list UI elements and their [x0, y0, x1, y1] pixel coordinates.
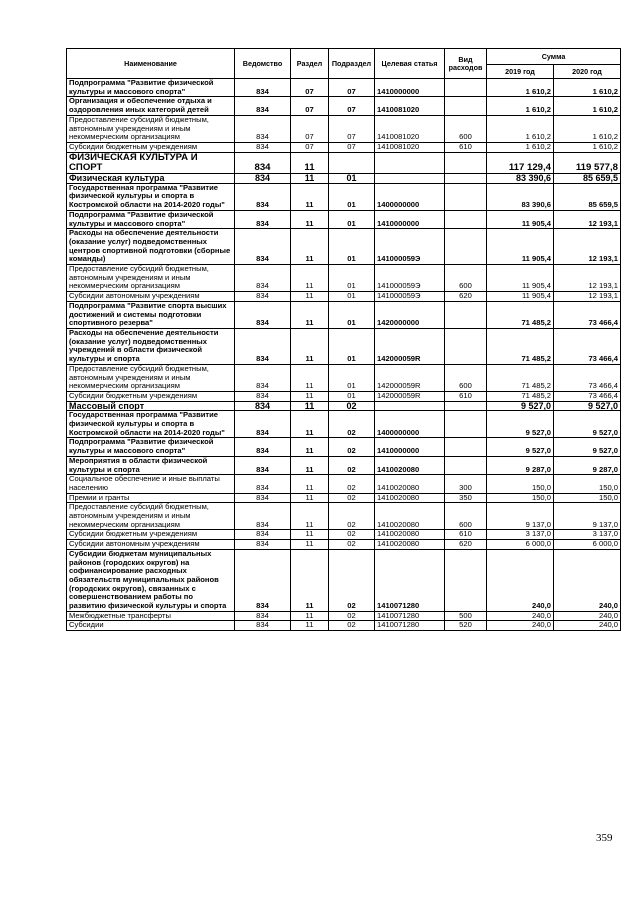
row-section: 11	[291, 210, 329, 228]
row-target: 142000059R	[375, 391, 445, 401]
row-sum-2020: 73 466,4	[554, 328, 621, 364]
row-expense-type: 620	[445, 292, 487, 302]
row-sum-2020: 240,0	[554, 549, 621, 611]
table-row	[67, 174, 621, 184]
row-subsection: 02	[329, 503, 375, 530]
row-department: 834	[235, 328, 291, 364]
row-target	[375, 152, 445, 173]
row-target: 141000059Э	[375, 265, 445, 292]
row-sum-2019: 1 610,2	[487, 79, 554, 97]
row-department: 834	[235, 391, 291, 401]
row-target: 1410071280	[375, 611, 445, 621]
table-body	[67, 79, 621, 631]
row-department: 834	[235, 611, 291, 621]
header-sum: Сумма	[487, 49, 621, 65]
row-sum-2020: 9 527,0	[554, 438, 621, 456]
row-section: 07	[291, 79, 329, 97]
row-expense-type: 600	[445, 115, 487, 142]
row-sum-2019: 11 905,4	[487, 265, 554, 292]
row-department: 834	[235, 292, 291, 302]
table-row	[67, 265, 621, 292]
row-sum-2020: 85 659,5	[554, 174, 621, 184]
row-sum-2020: 9 527,0	[554, 401, 621, 411]
row-target: 1400000000	[375, 183, 445, 210]
row-expense-type	[445, 328, 487, 364]
row-section: 11	[291, 493, 329, 503]
row-name: Субсидии бюджетам муниципальных районов (городских округов) на софинансирование расходных обязательств муниципальных районов (городских округов), связанных с совершенствованием работы по развитию физической культуры и спорта	[67, 549, 235, 611]
row-section: 11	[291, 540, 329, 550]
row-target: 1410020080	[375, 540, 445, 550]
table-header	[67, 49, 621, 79]
row-section: 11	[291, 530, 329, 540]
page-number: 359	[596, 832, 613, 844]
row-sum-2019: 71 485,2	[487, 328, 554, 364]
row-subsection: 02	[329, 530, 375, 540]
row-sum-2020: 12 193,1	[554, 229, 621, 265]
row-name: Субсидии автономным учреждениям	[67, 540, 235, 550]
row-department: 834	[235, 621, 291, 631]
row-expense-type: 600	[445, 503, 487, 530]
row-subsection: 02	[329, 493, 375, 503]
row-subsection: 01	[329, 292, 375, 302]
header-year-2019: 2019 год	[487, 65, 554, 79]
header-expense-type: Вид расходов	[445, 49, 487, 79]
row-subsection: 02	[329, 540, 375, 550]
row-department: 834	[235, 210, 291, 228]
table-row	[67, 621, 621, 631]
row-expense-type: 500	[445, 611, 487, 621]
row-subsection: 01	[329, 301, 375, 328]
row-section: 07	[291, 97, 329, 115]
row-sum-2019: 9 137,0	[487, 503, 554, 530]
row-expense-type: 610	[445, 142, 487, 152]
row-name: Субсидии автономным учреждениям	[67, 292, 235, 302]
row-subsection: 07	[329, 142, 375, 152]
row-target: 1410000000	[375, 79, 445, 97]
row-target: 1410020080	[375, 493, 445, 503]
row-subsection: 02	[329, 411, 375, 438]
row-section: 11	[291, 611, 329, 621]
row-target: 1410020080	[375, 530, 445, 540]
row-name: Расходы на обеспечение деятельности (оказание услуг) подведомственных учреждений в области физической культуры и спорта	[67, 328, 235, 364]
row-subsection: 01	[329, 183, 375, 210]
row-sum-2020: 240,0	[554, 621, 621, 631]
row-subsection: 07	[329, 115, 375, 142]
row-expense-type	[445, 411, 487, 438]
row-sum-2020: 6 000,0	[554, 540, 621, 550]
row-sum-2020: 1 610,2	[554, 115, 621, 142]
row-section: 11	[291, 549, 329, 611]
row-sum-2019: 117 129,4	[487, 152, 554, 173]
row-sum-2020: 150,0	[554, 475, 621, 493]
row-sum-2019: 9 527,0	[487, 401, 554, 411]
row-subsection: 01	[329, 229, 375, 265]
row-sum-2019: 71 485,2	[487, 391, 554, 401]
row-expense-type: 620	[445, 540, 487, 550]
row-department: 834	[235, 152, 291, 173]
row-name: Предоставление субсидий бюджетным, автономным учреждениям и иным некоммерческим организациям	[67, 265, 235, 292]
table-row	[67, 411, 621, 438]
row-expense-type: 520	[445, 621, 487, 631]
row-sum-2019: 83 390,6	[487, 183, 554, 210]
row-name: Подпрограмма "Развитие физической культуры и массового спорта"	[67, 438, 235, 456]
row-expense-type	[445, 97, 487, 115]
row-department: 834	[235, 493, 291, 503]
row-name: Социальное обеспечение и иные выплаты населению	[67, 475, 235, 493]
row-sum-2020: 12 193,1	[554, 265, 621, 292]
row-target: 1410020080	[375, 475, 445, 493]
row-name: Предоставление субсидий бюджетным, автономным учреждениям и иным некоммерческим организациям	[67, 503, 235, 530]
row-sum-2019: 11 905,4	[487, 210, 554, 228]
row-target: 1410000000	[375, 210, 445, 228]
table-row	[67, 97, 621, 115]
row-subsection: 01	[329, 174, 375, 184]
row-sum-2020: 9 527,0	[554, 411, 621, 438]
row-section: 11	[291, 401, 329, 411]
row-sum-2019: 9 527,0	[487, 411, 554, 438]
row-target: 141000059Э	[375, 292, 445, 302]
row-department: 834	[235, 540, 291, 550]
table-row	[67, 456, 621, 474]
row-subsection: 01	[329, 328, 375, 364]
row-target: 1410071280	[375, 621, 445, 631]
row-sum-2020: 1 610,2	[554, 97, 621, 115]
table-row	[67, 540, 621, 550]
header-name: Наименование	[67, 49, 235, 79]
row-department: 834	[235, 229, 291, 265]
row-department: 834	[235, 530, 291, 540]
table-row	[67, 142, 621, 152]
row-expense-type: 350	[445, 493, 487, 503]
row-name: Субсидии	[67, 621, 235, 631]
row-name: Подпрограмма "Развитие физической культуры и массового спорта"	[67, 210, 235, 228]
row-section: 11	[291, 229, 329, 265]
row-name: Государственная программа "Развитие физической культуры и спорта в Костромской области на 2014-2020 годы"	[67, 183, 235, 210]
row-expense-type	[445, 174, 487, 184]
table-row	[67, 549, 621, 611]
row-subsection: 01	[329, 210, 375, 228]
row-subsection: 02	[329, 456, 375, 474]
row-name: Организация и обеспечение отдыха и оздоровления иных категорий детей	[67, 97, 235, 115]
row-sum-2019: 1 610,2	[487, 97, 554, 115]
table-row	[67, 152, 621, 173]
row-sum-2020: 9 287,0	[554, 456, 621, 474]
row-expense-type: 300	[445, 475, 487, 493]
row-department: 834	[235, 174, 291, 184]
row-department: 834	[235, 142, 291, 152]
row-name: Подпрограмма "Развитие спорта высших достижений и системы подготовки спортивного резерва"	[67, 301, 235, 328]
table-row	[67, 210, 621, 228]
table-row	[67, 183, 621, 210]
row-section: 11	[291, 174, 329, 184]
header-target: Целевая статья	[375, 49, 445, 79]
row-section: 11	[291, 292, 329, 302]
row-department: 834	[235, 364, 291, 391]
row-department: 834	[235, 438, 291, 456]
table-row	[67, 229, 621, 265]
row-sum-2019: 1 610,2	[487, 115, 554, 142]
row-department: 834	[235, 411, 291, 438]
row-department: 834	[235, 503, 291, 530]
row-sum-2019: 240,0	[487, 611, 554, 621]
row-sum-2020: 3 137,0	[554, 530, 621, 540]
row-name: Государственная программа "Развитие физической культуры и спорта в Костромской области на 2014-2020 годы"	[67, 411, 235, 438]
row-section: 11	[291, 438, 329, 456]
row-expense-type: 600	[445, 265, 487, 292]
row-name: Расходы на обеспечение деятельности (оказание услуг) подведомственных центров спортивной подготовки (сборные команды)	[67, 229, 235, 265]
row-sum-2020: 119 577,8	[554, 152, 621, 173]
row-target: 141000059Э	[375, 229, 445, 265]
table-row	[67, 79, 621, 97]
row-subsection: 07	[329, 79, 375, 97]
table-row	[67, 503, 621, 530]
row-department: 834	[235, 79, 291, 97]
row-expense-type	[445, 301, 487, 328]
header-subsection: Подраздел	[329, 49, 375, 79]
row-sum-2020: 12 193,1	[554, 292, 621, 302]
row-sum-2020: 1 610,2	[554, 142, 621, 152]
row-sum-2020: 73 466,4	[554, 301, 621, 328]
table-row	[67, 115, 621, 142]
row-sum-2019: 71 485,2	[487, 364, 554, 391]
row-section: 11	[291, 456, 329, 474]
table-row	[67, 475, 621, 493]
row-section: 11	[291, 391, 329, 401]
row-sum-2020: 73 466,4	[554, 391, 621, 401]
row-target: 1410081020	[375, 97, 445, 115]
row-expense-type	[445, 210, 487, 228]
row-section: 11	[291, 328, 329, 364]
row-section: 11	[291, 475, 329, 493]
row-section: 11	[291, 621, 329, 631]
row-section: 11	[291, 364, 329, 391]
row-sum-2019: 9 527,0	[487, 438, 554, 456]
row-sum-2019: 150,0	[487, 493, 554, 503]
row-sum-2019: 9 287,0	[487, 456, 554, 474]
row-subsection	[329, 152, 375, 173]
row-section: 11	[291, 265, 329, 292]
row-subsection: 01	[329, 391, 375, 401]
row-subsection: 07	[329, 97, 375, 115]
row-sum-2019: 11 905,4	[487, 229, 554, 265]
row-department: 834	[235, 301, 291, 328]
row-section: 07	[291, 115, 329, 142]
row-expense-type	[445, 183, 487, 210]
row-name: Субсидии бюджетным учреждениям	[67, 142, 235, 152]
row-target	[375, 174, 445, 184]
table-row	[67, 328, 621, 364]
row-target: 1410081020	[375, 115, 445, 142]
row-name: Предоставление субсидий бюджетным, автономным учреждениям и иным некоммерческим организациям	[67, 364, 235, 391]
row-subsection: 02	[329, 611, 375, 621]
row-expense-type	[445, 401, 487, 411]
row-subsection: 02	[329, 621, 375, 631]
row-department: 834	[235, 475, 291, 493]
row-sum-2020: 9 137,0	[554, 503, 621, 530]
row-section: 11	[291, 301, 329, 328]
row-sum-2019: 71 485,2	[487, 301, 554, 328]
row-name: ФИЗИЧЕСКАЯ КУЛЬТУРА И СПОРТ	[67, 152, 235, 173]
row-target: 1410020080	[375, 456, 445, 474]
row-sum-2019: 240,0	[487, 621, 554, 631]
header-department: Ведомство	[235, 49, 291, 79]
row-expense-type	[445, 79, 487, 97]
row-department: 834	[235, 549, 291, 611]
row-name: Мероприятия в области физической культуры и спорта	[67, 456, 235, 474]
row-subsection: 02	[329, 475, 375, 493]
row-expense-type	[445, 229, 487, 265]
table-row	[67, 364, 621, 391]
row-target: 1410071280	[375, 549, 445, 611]
row-department: 834	[235, 115, 291, 142]
table-row	[67, 292, 621, 302]
row-target: 1400000000	[375, 411, 445, 438]
row-sum-2019: 83 390,6	[487, 174, 554, 184]
row-sum-2019: 150,0	[487, 475, 554, 493]
table-row	[67, 301, 621, 328]
row-sum-2020: 1 610,2	[554, 79, 621, 97]
header-section: Раздел	[291, 49, 329, 79]
row-department: 834	[235, 183, 291, 210]
row-target: 142000059R	[375, 364, 445, 391]
row-section: 11	[291, 152, 329, 173]
row-expense-type: 600	[445, 364, 487, 391]
row-expense-type: 610	[445, 391, 487, 401]
row-subsection: 02	[329, 549, 375, 611]
row-subsection: 01	[329, 364, 375, 391]
row-target: 1410081020	[375, 142, 445, 152]
row-name: Субсидии бюджетным учреждениям	[67, 530, 235, 540]
row-expense-type	[445, 456, 487, 474]
row-expense-type	[445, 152, 487, 173]
row-department: 834	[235, 97, 291, 115]
row-subsection: 02	[329, 401, 375, 411]
table-row	[67, 438, 621, 456]
table-row	[67, 391, 621, 401]
row-department: 834	[235, 401, 291, 411]
row-sum-2019: 240,0	[487, 549, 554, 611]
row-sum-2019: 6 000,0	[487, 540, 554, 550]
row-expense-type: 610	[445, 530, 487, 540]
budget-table	[66, 48, 621, 631]
row-subsection: 01	[329, 265, 375, 292]
row-target: 1410000000	[375, 438, 445, 456]
row-department: 834	[235, 265, 291, 292]
row-sum-2019: 3 137,0	[487, 530, 554, 540]
row-sum-2020: 12 193,1	[554, 210, 621, 228]
row-sum-2019: 11 905,4	[487, 292, 554, 302]
row-sum-2019: 1 610,2	[487, 142, 554, 152]
row-target: 1410020080	[375, 503, 445, 530]
row-sum-2020: 150,0	[554, 493, 621, 503]
row-expense-type	[445, 438, 487, 456]
row-name: Подпрограмма "Развитие физической культуры и массового спорта"	[67, 79, 235, 97]
row-sum-2020: 73 466,4	[554, 364, 621, 391]
row-sum-2020: 85 659,5	[554, 183, 621, 210]
row-name: Предоставление субсидий бюджетным, автономным учреждениям и иным некоммерческим организациям	[67, 115, 235, 142]
row-department: 834	[235, 456, 291, 474]
row-subsection: 02	[329, 438, 375, 456]
row-name: Массовый спорт	[67, 401, 235, 411]
row-expense-type	[445, 549, 487, 611]
row-target	[375, 401, 445, 411]
row-section: 11	[291, 183, 329, 210]
header-year-2020: 2020 год	[554, 65, 621, 79]
row-section: 11	[291, 411, 329, 438]
row-target: 1420000000	[375, 301, 445, 328]
row-target: 142000059R	[375, 328, 445, 364]
row-name: Межбюджетные трансферты	[67, 611, 235, 621]
row-name: Физическая культура	[67, 174, 235, 184]
row-section: 11	[291, 503, 329, 530]
row-name: Субсидии бюджетным учреждениям	[67, 391, 235, 401]
row-sum-2020: 240,0	[554, 611, 621, 621]
row-section: 07	[291, 142, 329, 152]
row-name: Премии и гранты	[67, 493, 235, 503]
